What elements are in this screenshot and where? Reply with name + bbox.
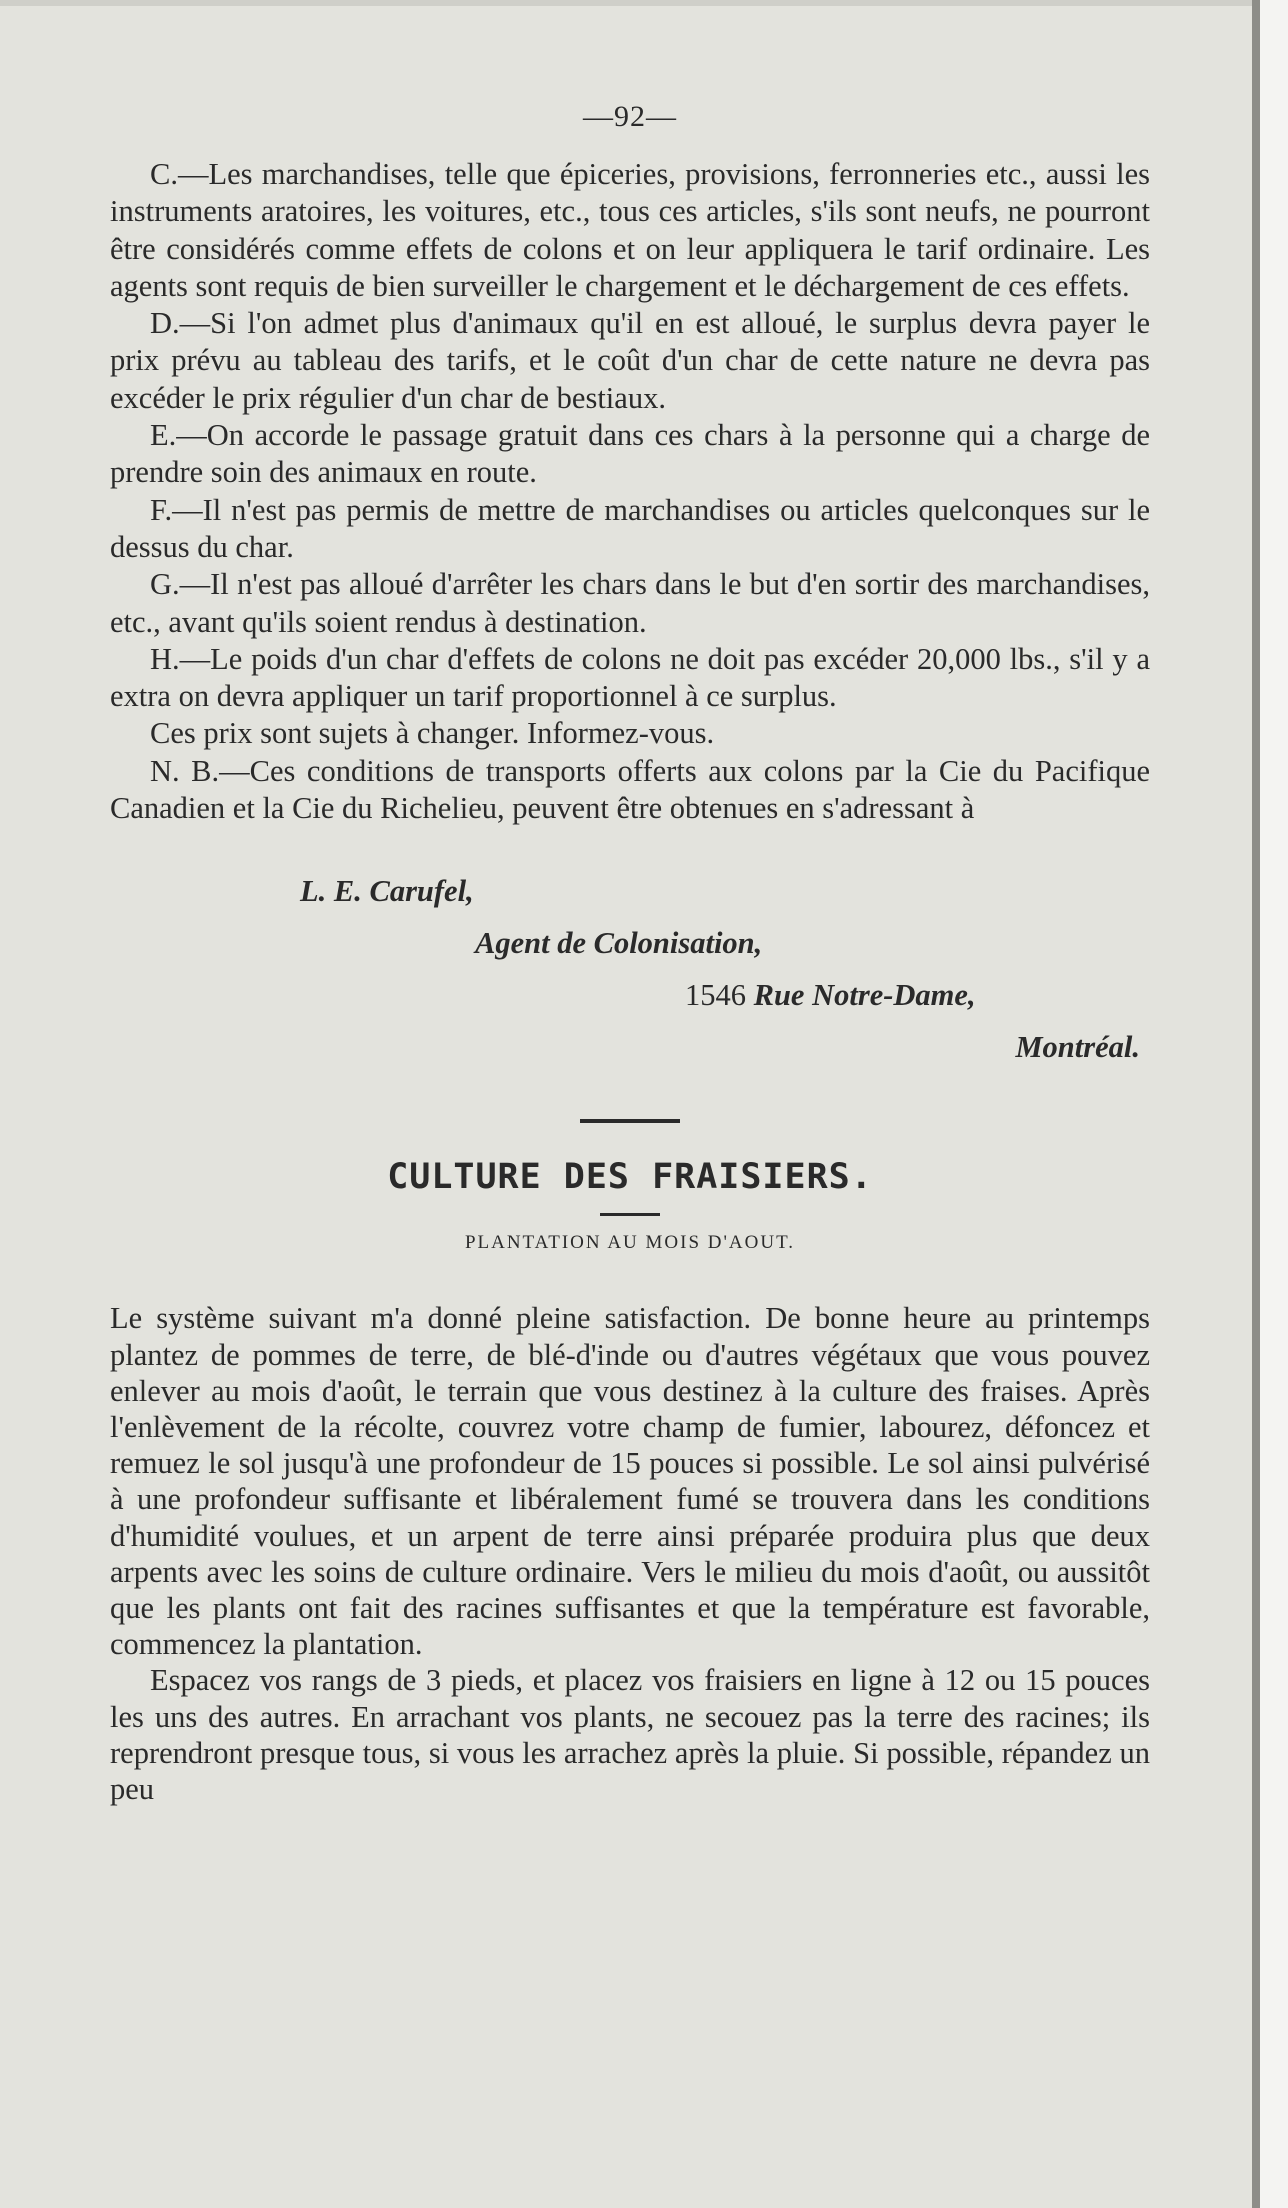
- page-top-edge: [0, 0, 1252, 6]
- page-content: [110, 100, 1150, 1807]
- article-paragraph: Le système suivant m'a donné pleine satisfaction. De bonne heure au printemps plantez de pommes de terre, de blé-d'inde ou d'autres végétaux que vous pouvez enlever au mois d'août, le terrain que vous destinez à la culture des fraises. Après l'enlèvement de la récolte, couvrez votre champ de fumier, labourez, défoncez et remuez le sol jusqu'à une profondeur de 15 pouces si possible. Le sol ainsi pulvérisé à une profondeur suffisante et libéralement fumé se trouvera dans les conditions d'humidité voulues, et un arpent de terre ainsi préparée produira plus que deux arpents avec les soins de culture ordinaire. Vers le milieu du mois d'août, ou aussitôt que les plants ont fait des racines suffisantes et que la température est favorable, commencez la plantation.: [110, 1301, 1150, 1662]
- paragraph-nota-bene: N. B.—Ces conditions de transports offerts aux colons par la Cie du Pacifique Canadien et la Cie du Richelieu, peuvent être obtenues en s'adressant à: [110, 753, 1150, 826]
- paragraph-e: E.—On accorde le passage gratuit dans ces chars à la personne qui a charge de prendre soin des animaux en route.: [110, 418, 1150, 490]
- title-underline: [600, 1213, 660, 1216]
- paragraph-prices-note: Ces prix sont sujets à changer. Informez-vous.: [150, 716, 715, 751]
- article-paragraph: Espacez vos rangs de 3 pieds, et placez vos fraisiers en ligne à 12 ou 15 pouces les uns des autres. En arrachant vos plants, ne secouez pas la terre des racines; ils reprendront presque tous, si vous les arrachez après la pluie. Si possible, répandez un peu: [110, 1663, 1150, 1806]
- section-title: CULTURE DES FRAISIERS.: [387, 1157, 873, 1198]
- page-number: —92—: [583, 100, 677, 133]
- article-body: [110, 1300, 1150, 1807]
- signature-role: Agent de Colonisation,: [475, 926, 763, 961]
- address-number: 1546: [685, 978, 746, 1013]
- signature-city: Montréal.: [1015, 1030, 1140, 1065]
- signature-block: [110, 865, 1150, 1073]
- section-subtitle: PLANTATION AU MOIS D'AOUT.: [464, 1232, 796, 1254]
- paragraph-d: D.—Si l'on admet plus d'animaux qu'il en est alloué, le surplus devra payer le prix prévu au tableau des tarifs, et le coût d'un char de cette nature ne devra pas excéder le prix régulier d'un char de bestiaux.: [110, 306, 1150, 415]
- paragraph-f: F.—Il n'est pas permis de mettre de marchandises ou articles quelconques sur le dessus du char.: [110, 492, 1150, 564]
- paragraph-h: H.—Le poids d'un char d'effets de colons ne doit pas excéder 20,000 lbs., s'il y a extra on devra appliquer un tarif proportionnel à ce surplus.: [110, 641, 1150, 714]
- page-binding-edge: [1252, 0, 1288, 2208]
- section-divider: [580, 1119, 680, 1123]
- paragraph-g: G.—Il n'est pas alloué d'arrêter les chars dans le but d'en sortir des marchandises, etc., avant qu'ils soient rendus à destination.: [110, 567, 1150, 639]
- signature-name: L. E. Carufel,: [300, 874, 474, 909]
- signature-address: [110, 969, 1150, 1021]
- address-street: Rue Notre-Dame,: [753, 978, 976, 1013]
- paragraph-c: C.—Les marchandises, telle que épiceries, provisions, ferronneries etc., aussi les instruments aratoires, les voitures, etc., tous ces articles, s'ils sont neufs, ne pourront être considérés comme effets de colons et on leur appliquera le tarif ordinaire. Les agents sont requis de bien surveiller le chargement et le déchargement de ces effets.: [110, 157, 1150, 303]
